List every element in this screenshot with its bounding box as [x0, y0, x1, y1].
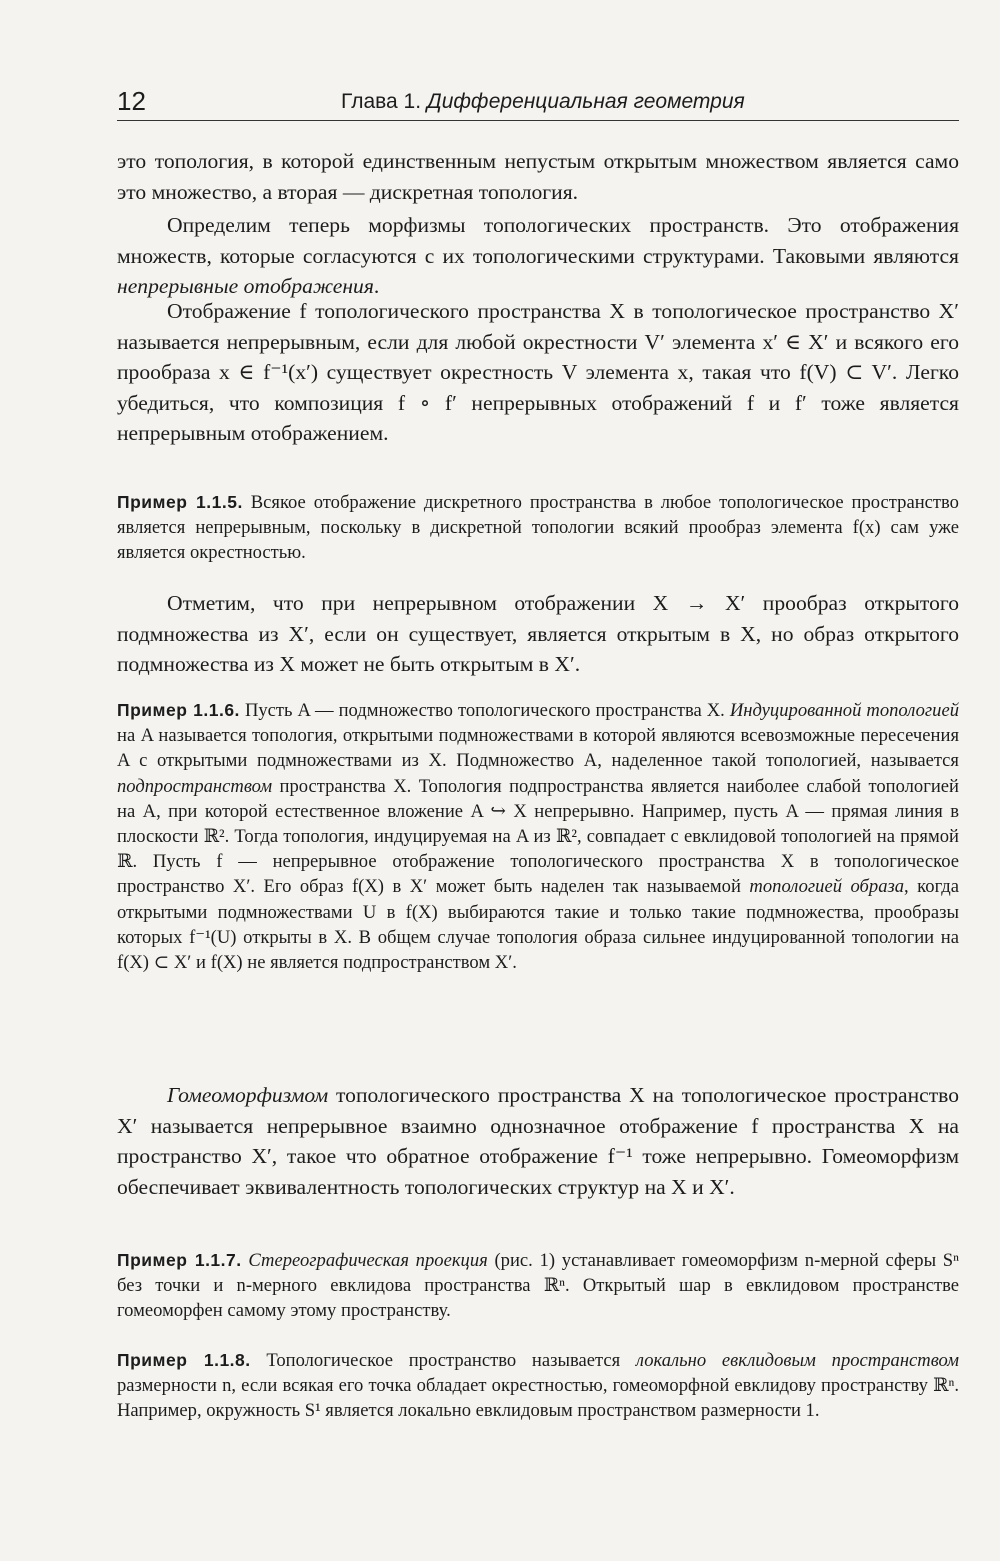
- example-1-1-7: [117, 1248, 959, 1324]
- example-1-1-8: [117, 1348, 959, 1424]
- example-text-3: размерности n, если всякая его точка обладает окрестностью, гомеоморфной евклидову пространству ℝⁿ. Например, окружность S¹ является локально евклидовым пространством размерности 1.: [117, 1375, 959, 1422]
- paragraph-4: [117, 1080, 959, 1202]
- paragraph-0: [117, 146, 959, 207]
- paragraph-1: [117, 210, 959, 302]
- term-continuous-maps: непрерывные отображения: [117, 274, 374, 298]
- term-stereographic-projection: Стереографическая проекция: [248, 1250, 488, 1271]
- paragraph-3: [117, 588, 959, 680]
- example-text: Всякое отображение дискретного пространства в любое топологическое пространство является непрерывным, поскольку в дискретной топологии всякий прообраз элемента f(x) сам уже является окрестностью.: [117, 492, 959, 564]
- example-text-1: Топологическое пространство называется: [266, 1350, 636, 1371]
- example-text-7: , когда открытыми подмножествами U в f(X) выбираются такие и только такие подмножества, прообразы которых f⁻¹(U) открыты в X. В общем случае топология образа сильнее индуцированной топологии на f(X) ⊂ X′ и f(X) не является подпространством X′.: [117, 876, 959, 974]
- paragraph-1-text: [117, 210, 959, 302]
- paragraph-2: [117, 296, 959, 449]
- paragraph-3-text: Отметим, что при непрерывном отображении X → X′ прообраз открытого подмножества из X′, если он существует, является открытым в X, но образ открытого подмножества из X может не быть открытым в X′.: [117, 591, 959, 676]
- running-header: [117, 84, 959, 121]
- chapter-number: Глава 1.: [341, 90, 422, 113]
- paragraph-2-text: Отображение f топологического пространства X в топологическое пространство X′ называется непрерывным, если для любой окрестности V′ элемента x′ ∈ X′ и всякого его прообраза x ∈ f⁻¹(x′) существует окрестность V элемента x, такая что f(V) ⊂ V′. Легко убедиться, что композиция f ∘ f′ непрерывных отображений f и f′ тоже является непрерывным отображением.: [117, 299, 959, 445]
- term-homeomorphism: Гомеоморфизмом: [167, 1083, 329, 1107]
- paragraph-0-text: это топология, в которой единственным непустым открытым множеством является само это множество, а вторая — дискретная топология.: [117, 149, 959, 204]
- example-label: Пример 1.1.7.: [117, 1250, 242, 1270]
- example-label: Пример 1.1.6.: [117, 700, 240, 720]
- example-1-1-6: [117, 698, 959, 975]
- example-label: Пример 1.1.8.: [117, 1350, 251, 1370]
- paragraph-4-text: топологического пространства X на топологическое пространство X′ называется непрерывное взаимно однозначное отображение f пространства X на пространство X′, такое что обратное отображение f⁻¹ тоже непрерывно. Гомеоморфизм обеспечивает эквивалентность топологических структур на X и X′.: [117, 1083, 959, 1199]
- example-text-5: пространства X. Топология подпространства является наиболее слабой топологией на A, при которой естественное вложение A ↪ X непрерывно. Например, пусть A — прямая линия в плоскости ℝ². Тогда топология, индуцируемая на A из ℝ², совпадает с евклидовой топологией на прямой ℝ. Пусть f — непрерывное отображение топологического пространства X в топологическое пространство X′. Его образ f(X) в X′ может быть наделен так называемой: [117, 775, 959, 898]
- term-locally-euclidean: локально евклидовым пространством: [635, 1350, 960, 1371]
- example-1-1-5: [117, 490, 959, 566]
- example-text-1: Пусть A — подмножество топологического пространства X.: [244, 700, 730, 721]
- page-number: 12: [117, 86, 146, 116]
- example-text-2: (рис. 1) устанавливает гомеоморфизм n-мерной сферы Sⁿ без точки и n-мерного евклидова пространства ℝⁿ. Открытый шар в евклидовом пространстве гомеоморфен самому этому пространству.: [117, 1250, 960, 1322]
- paragraph-1-part-a: Определим теперь морфизмы топологических пространств. Это отображения множеств, которые согласуются с их топологическими структурами. Таковыми являются: [117, 213, 959, 268]
- running-title: [341, 90, 745, 114]
- example-text-3: на A называется топология, открытыми подмножествами в которой являются всевозможные пересечения A с открытыми подмножествами из X. Подмножество A, наделенное такой топологией, называется: [117, 725, 959, 772]
- chapter-title: Дифференциальная геометрия: [426, 90, 745, 113]
- term-image-topology: топологией образа: [749, 876, 905, 898]
- example-label: Пример 1.1.5.: [117, 492, 243, 512]
- term-subspace: подпространством: [117, 775, 273, 797]
- paragraph-1-part-c: .: [373, 274, 380, 298]
- term-induced-topology: Индуцированной топологией: [729, 700, 959, 721]
